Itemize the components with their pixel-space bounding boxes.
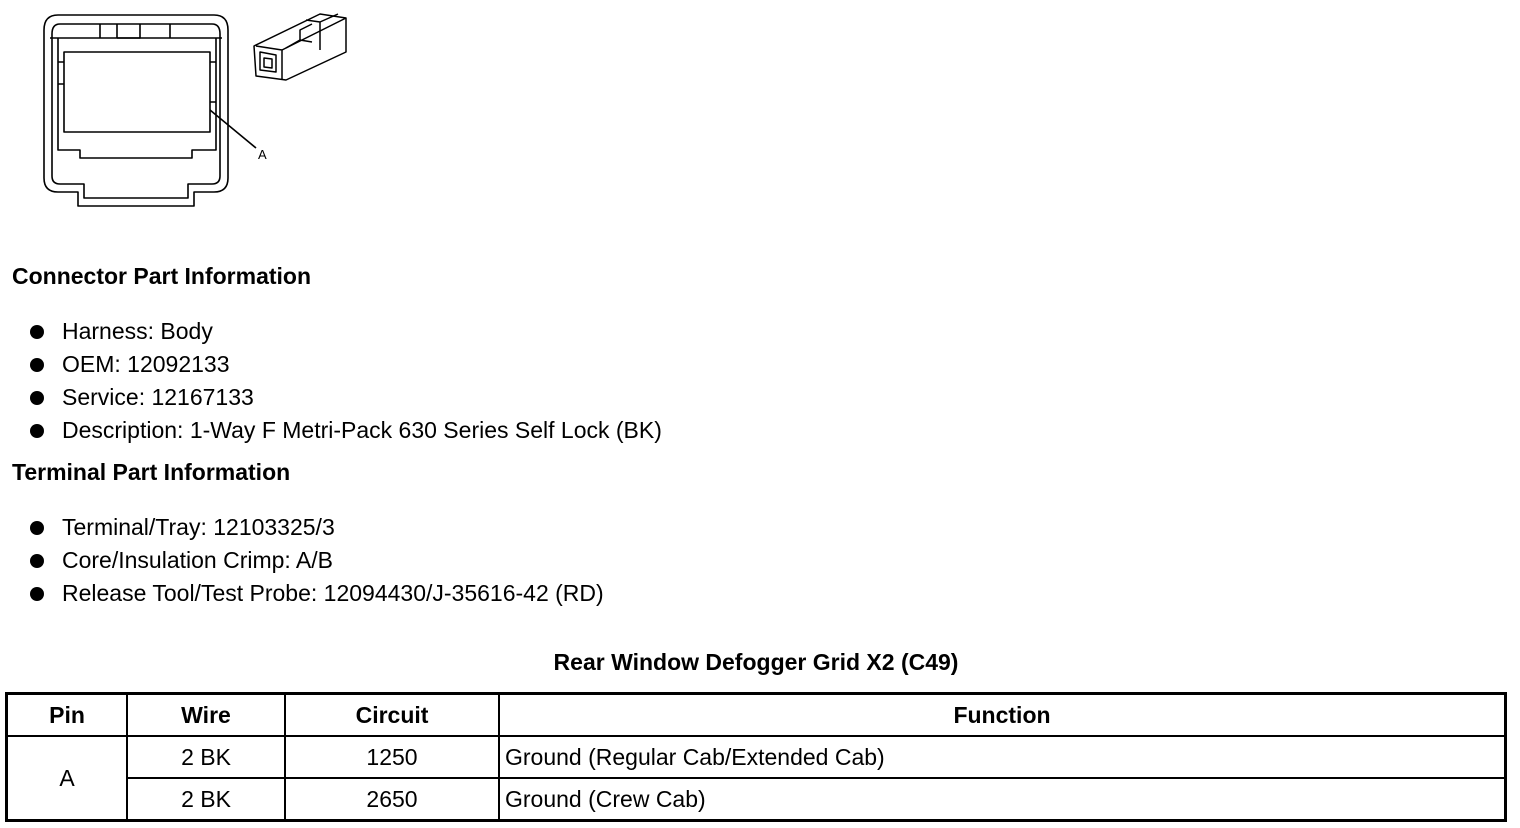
connector-part-info-heading: Connector Part Information xyxy=(12,263,312,289)
callout-label-a: A xyxy=(258,147,267,162)
terminal-cavity-a xyxy=(64,52,210,132)
terminal-tray-text: Terminal/Tray: 12103325/3 xyxy=(62,514,335,540)
bullet-icon xyxy=(30,424,44,438)
list-item xyxy=(28,315,662,348)
header-circuit: Circuit xyxy=(285,694,499,737)
connector-cavity-frame xyxy=(50,38,222,158)
table-header-row xyxy=(7,694,1506,737)
description-text: Description: 1-Way F Metri-Pack 630 Series Self Lock (BK) xyxy=(62,417,662,443)
list-item xyxy=(28,381,662,414)
connector-outer-housing xyxy=(44,15,228,206)
list-item xyxy=(28,414,662,447)
service-text: Service: 12167133 xyxy=(62,384,254,410)
callout-leader xyxy=(210,110,256,148)
pin-table xyxy=(5,692,1507,822)
list-item xyxy=(28,511,604,544)
header-wire: Wire xyxy=(127,694,285,737)
header-pin: Pin xyxy=(7,694,128,737)
table-row xyxy=(7,778,1506,821)
terminal-part-info-list xyxy=(28,511,604,610)
connector-part-info-list xyxy=(28,315,662,447)
bullet-icon xyxy=(30,587,44,601)
harness-text: Harness: Body xyxy=(62,318,213,344)
list-item xyxy=(28,577,604,610)
list-item xyxy=(28,348,662,381)
bullet-icon xyxy=(30,391,44,405)
circuit-cell: 1250 xyxy=(285,736,499,778)
function-cell: Ground (Crew Cab) xyxy=(499,778,1506,821)
list-item xyxy=(28,544,604,577)
bullet-icon xyxy=(30,358,44,372)
bullet-icon xyxy=(30,325,44,339)
header-function: Function xyxy=(499,694,1506,737)
crimp-text: Core/Insulation Crimp: A/B xyxy=(62,547,334,573)
table-row xyxy=(7,736,1506,778)
connector-latch xyxy=(100,24,170,38)
wire-cell: 2 BK xyxy=(127,778,285,821)
circuit-cell: 2650 xyxy=(285,778,499,821)
bullet-icon xyxy=(30,521,44,535)
pin-table-title: Rear Window Defogger Grid X2 (C49) xyxy=(553,649,959,675)
release-tool-text: Release Tool/Test Probe: 12094430/J-35616-42 (RD) xyxy=(62,580,604,606)
connector-inner-housing xyxy=(52,24,220,198)
connector-diagram xyxy=(0,0,380,220)
wire-cell: 2 BK xyxy=(127,736,285,778)
function-cell: Ground (Regular Cab/Extended Cab) xyxy=(499,736,1506,778)
bullet-icon xyxy=(30,554,44,568)
connector-isometric-icon xyxy=(254,14,346,80)
terminal-part-info-heading: Terminal Part Information xyxy=(12,459,291,485)
pin-cell: A xyxy=(7,736,128,821)
oem-text: OEM: 12092133 xyxy=(62,351,230,377)
